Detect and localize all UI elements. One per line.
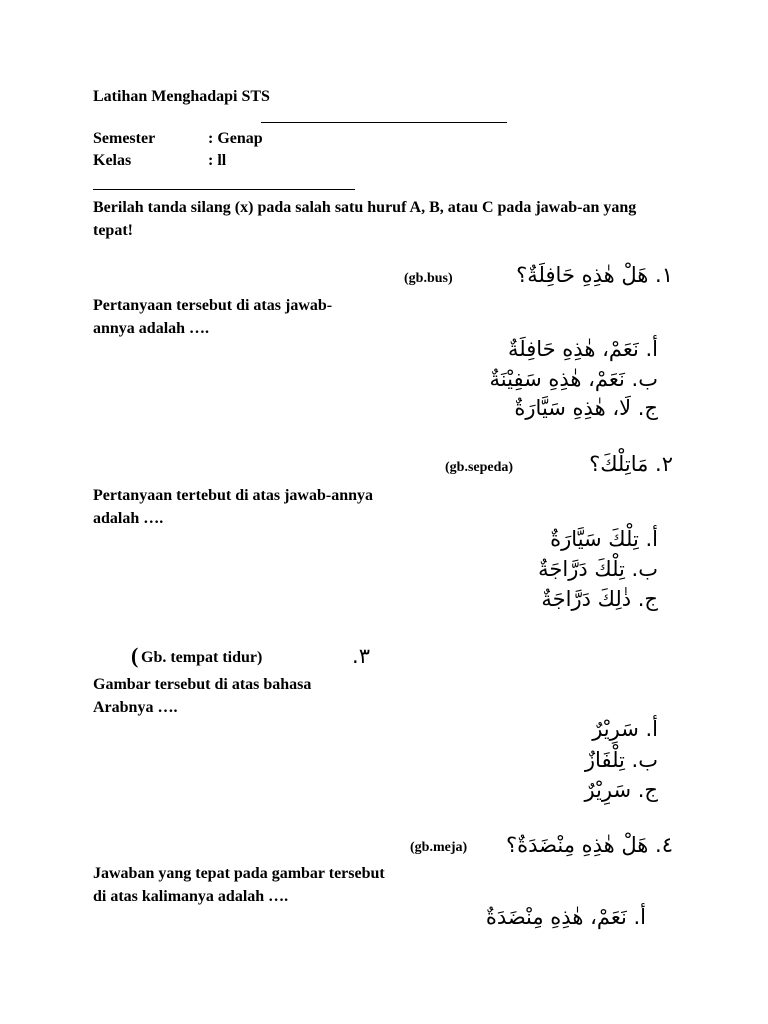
q3-option-c[interactable]: ج. سَرِيْرٌ — [584, 778, 658, 802]
q3-number: .٣ — [352, 644, 370, 668]
q2-arabic: ٢. مَاتِلْكَ؟ — [589, 452, 673, 476]
q4-option-a[interactable]: أ. نَعَمْ، هٰذِهِ مِنْضَدَةٌ — [485, 905, 646, 929]
q2-option-b[interactable]: ب. تِلْكَ دَرَّاجَةٌ — [538, 557, 658, 581]
q1-option-b[interactable]: ب. نَعَمْ، هٰذِهِ سَفِيْنَةٌ — [489, 367, 658, 391]
q4-arabic: ٤. هَلْ هٰذِهِ مِنْضَدَةٌ؟ — [505, 833, 673, 857]
q1-option-c[interactable]: ج. لَا، هٰذِهِ سَيَّارَةٌ — [514, 396, 658, 420]
kelas-value: : ll — [208, 152, 227, 169]
page-title: Latihan Menghadapi STS — [93, 88, 270, 105]
q2-option-a[interactable]: أ. تِلْكَ سَيَّارَةٌ — [550, 527, 658, 551]
q1-hint: (gb.bus) — [404, 271, 453, 286]
q3-option-b[interactable]: ب. تِلْفَازٌ — [584, 748, 658, 772]
q1-option-a[interactable]: أ. نَعَمْ، هٰذِهِ حَافِلَةٌ — [508, 337, 658, 361]
q4-hint: (gb.meja) — [410, 840, 468, 855]
kelas-label: Kelas — [93, 152, 132, 169]
q2-prompt: Pertanyaan tertebut di atas jawab-annya adalah …. — [93, 487, 373, 527]
semester-label: Semester — [93, 130, 156, 147]
q1-prompt: Pertanyaan tersebut di atas jawab-annya adalah …. — [93, 297, 333, 337]
instruction-text: Berilah tanda silang (x) pada salah satu huruf A, B, atau C pada jawab-an yang tepat! — [93, 199, 637, 239]
q2-hint: (gb.sepeda) — [445, 460, 514, 475]
q3-prompt: Gambar tersebut di atas bahasa Arabnya …. — [93, 676, 312, 716]
q3-option-a[interactable]: أ. سَرِيْرٌ — [592, 717, 658, 741]
title-underline — [261, 122, 507, 123]
q1-arabic: ١. هَلْ هٰذِهِ حَافِلَةٌ؟ — [516, 263, 673, 287]
semester-value: : Genap — [208, 130, 263, 147]
q2-option-c[interactable]: ج. ذٰلِكَ دَرَّاجَةٌ — [541, 587, 658, 611]
q3-paren: ( — [131, 643, 139, 668]
q4-prompt: Jawaban yang tepat pada gambar tersebut di atas kalimanya adalah …. — [93, 865, 385, 905]
q3-hint: Gb. tempat tidur) — [141, 649, 263, 666]
header-divider — [93, 189, 355, 190]
